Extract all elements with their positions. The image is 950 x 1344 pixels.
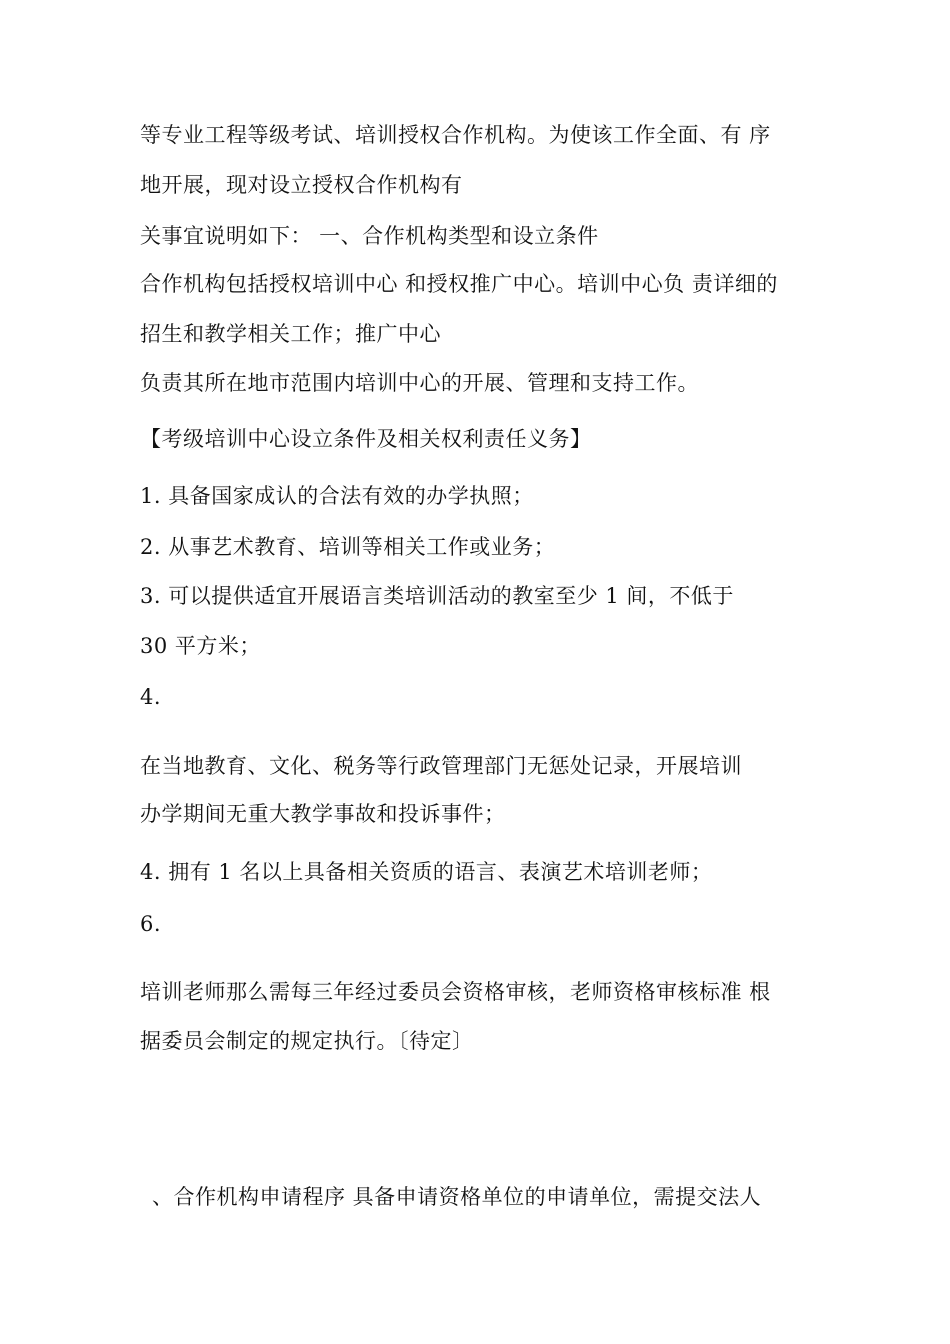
text-line-1: 等专业工程等级考试、培训授权合作机构。为使该工作全面、有 序 [140, 123, 771, 147]
list-item-6-number: 6. [140, 912, 162, 936]
text-line-4: 合作机构包括授权培训中心 和授权推广中心。培训中心负 责详细的 [140, 272, 778, 296]
text-line-9: 培训老师那么需每三年经过委员会资格审核，老师资格审核标准 根 [140, 980, 771, 1004]
text-line-3: 关事宜说明如下： 一、合作机构类型和设立条件 [140, 224, 599, 248]
section-heading: 【考级培训中心设立条件及相关权利责任义务】 [140, 427, 592, 451]
text-line-8: 办学期间无重大教学事故和投诉事件； [140, 802, 506, 826]
list-item-5: 4. 拥有 1 名以上具备相关资质的语言、表演艺术培训老师； [140, 860, 713, 884]
text-line-7: 在当地教育、文化、税务等行政管理部门无惩处记录，开展培训 [140, 754, 742, 778]
text-line-6: 负责其所在地市范围内培训中心的开展、管理和支持工作。 [140, 371, 699, 395]
text-line-2: 地开展，现对设立授权合作机构有 [140, 173, 463, 197]
text-line-10: 据委员会制定的规定执行。〔待定〕 [140, 1029, 474, 1053]
list-item-3-continued: 30 平方米； [140, 634, 261, 658]
text-line-11: 、合作机构申请程序 具备申请资格单位的申请单位，需提交法人 [152, 1185, 762, 1209]
list-item-2: 2. 从事艺术教育、培训等相关工作或业务； [140, 535, 556, 559]
list-item-1: 1. 具备国家成认的合法有效的办学执照； [140, 484, 534, 508]
list-item-3: 3. 可以提供适宜开展语言类培训活动的教室至少 1 间，不低于 [140, 584, 734, 608]
list-item-4-number: 4. [140, 685, 162, 709]
text-line-5: 招生和教学相关工作；推广中心 [140, 322, 441, 346]
